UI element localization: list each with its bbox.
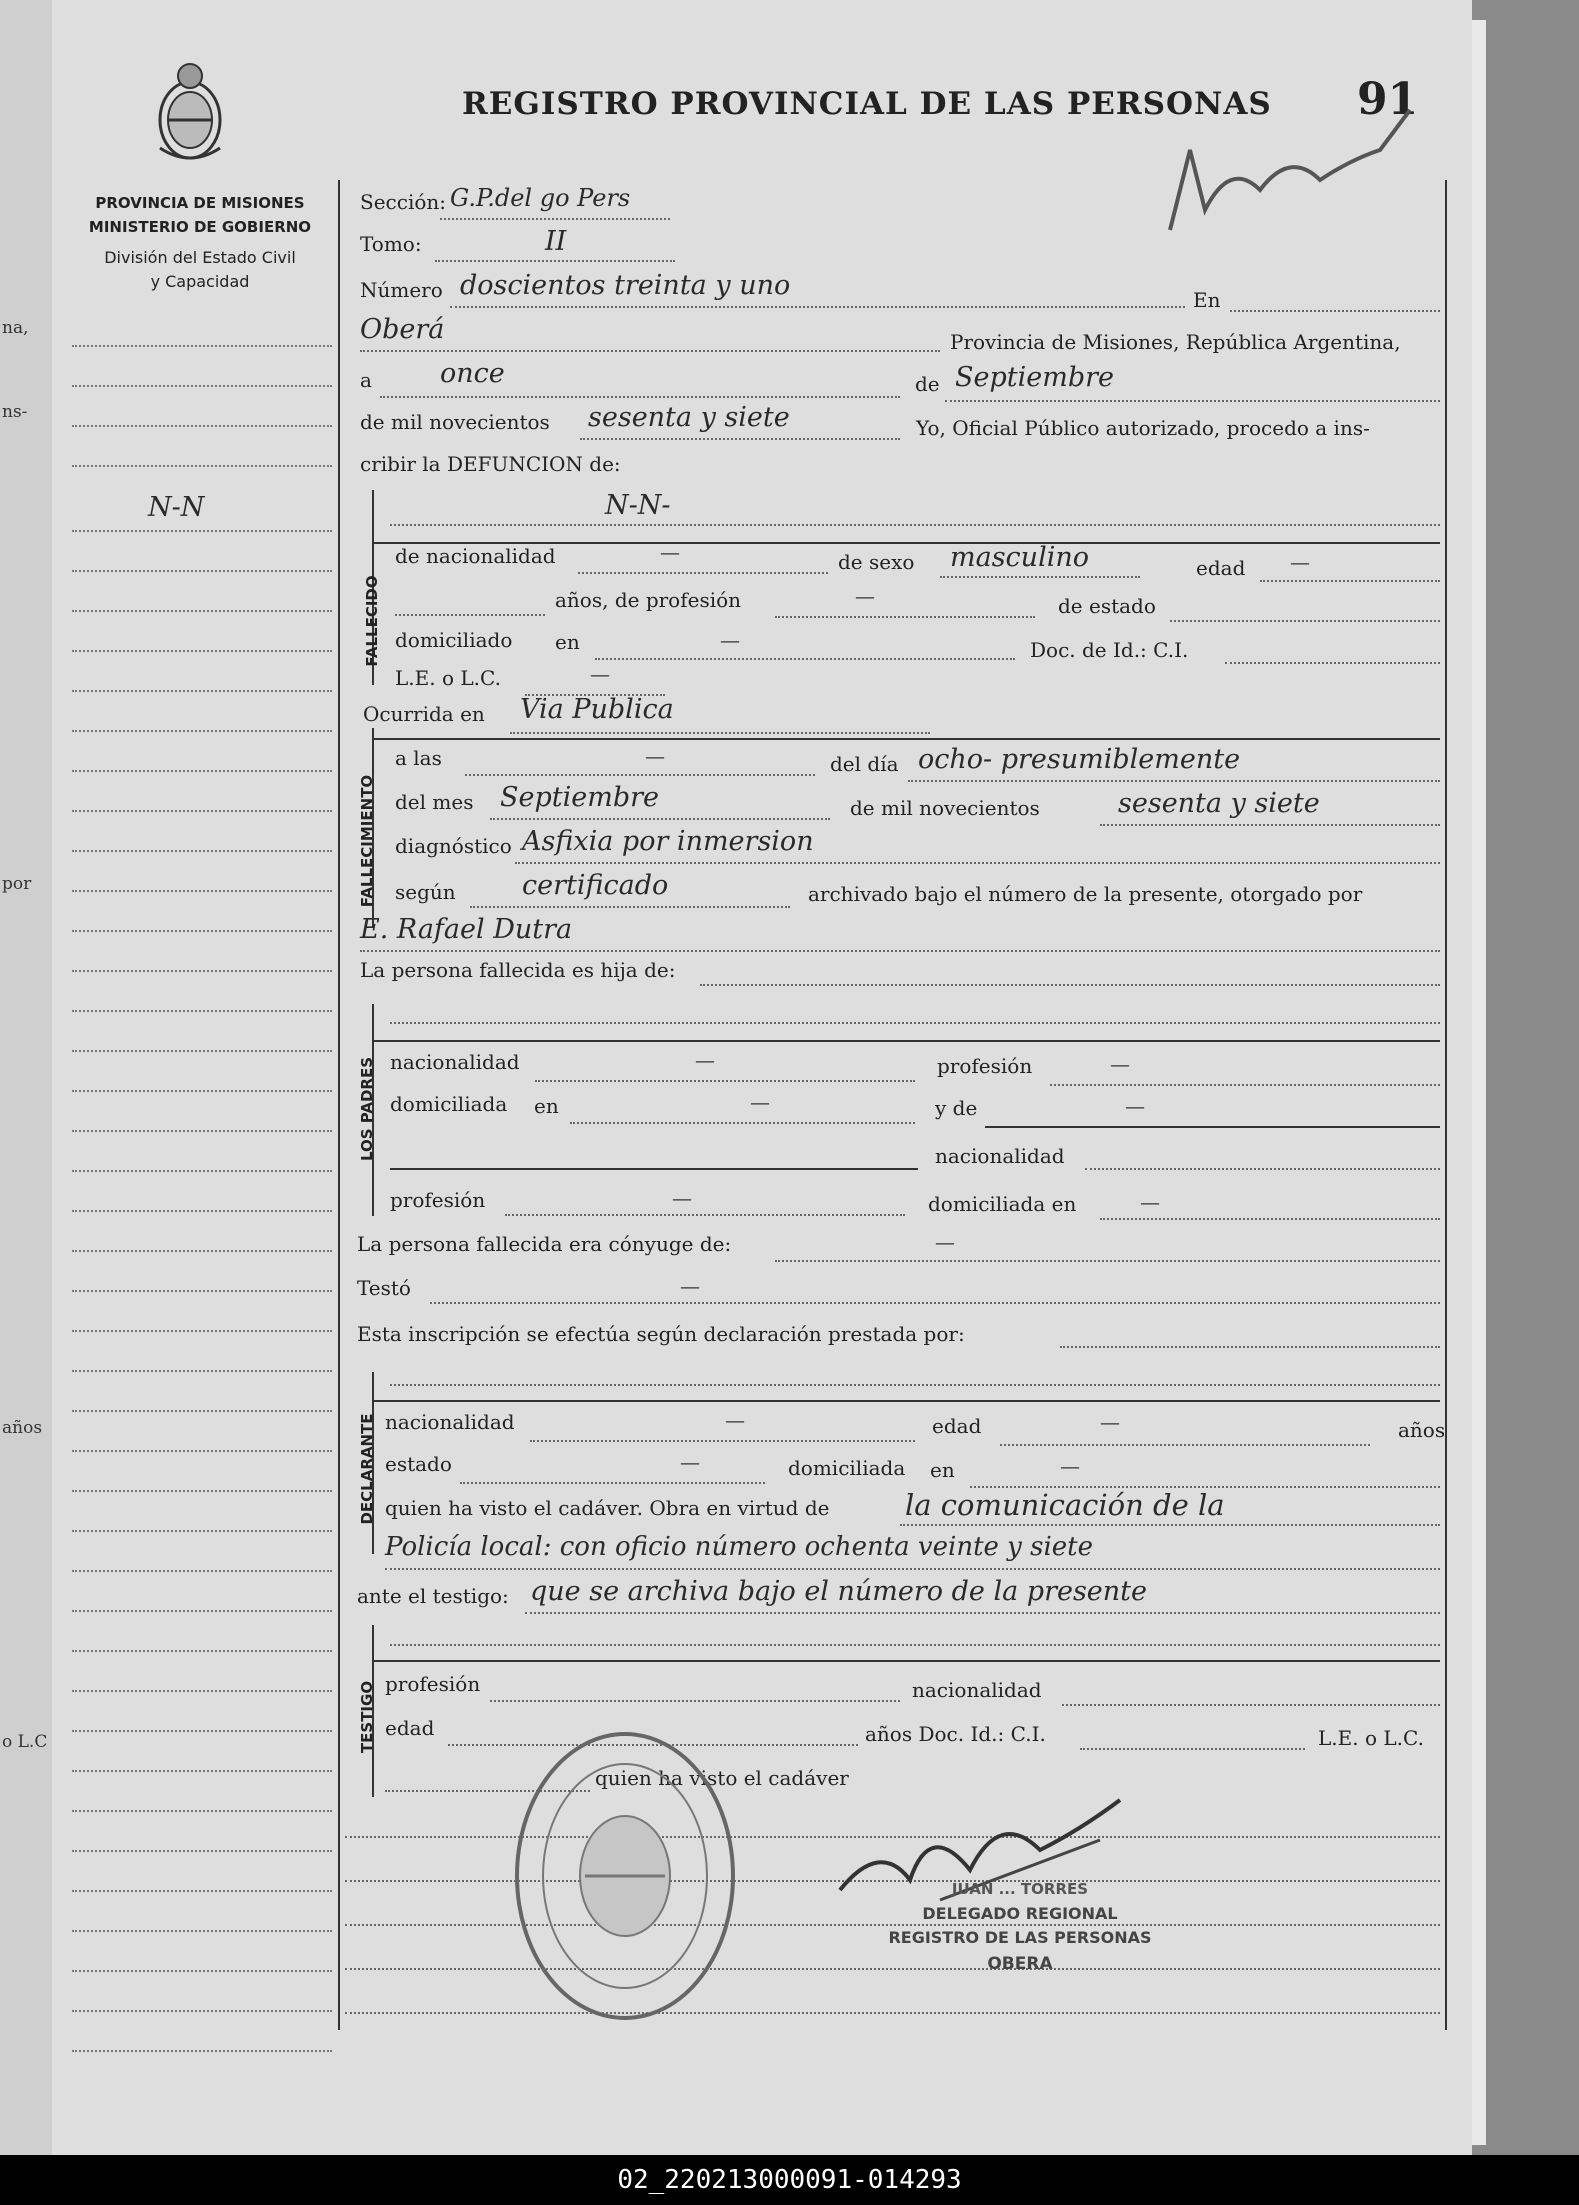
madre-value: — (1125, 1094, 1145, 1118)
binding-strip (0, 0, 54, 2155)
diagnostico-label: diagnóstico (395, 834, 512, 858)
hora-value: — (645, 744, 665, 768)
column-divider (338, 180, 340, 2030)
seccion-value: G.P.del go Pers (450, 184, 631, 212)
nacionalidad-value: — (660, 540, 680, 564)
edad-value: — (1290, 550, 1310, 574)
provincia-label: Provincia de Misiones, República Argentina, (950, 330, 1401, 354)
estado-label: de estado (1058, 594, 1156, 618)
right-border (1445, 180, 1447, 2030)
madre-dom-value: — (1140, 1190, 1160, 1214)
mes-fall-value: Septiembre (500, 782, 659, 813)
dia-fall-value: ocho- presumiblemente (918, 744, 1241, 775)
otorgado-value: E. Rafael Dutra (360, 914, 573, 945)
ocurrida-value: Via Publica (520, 694, 674, 725)
padre-dom-label: domiciliada (390, 1092, 508, 1116)
coat-of-arms-icon (150, 58, 230, 168)
t-quien-label: quien ha visto el cadáver (595, 1766, 849, 1790)
province-name: PROVINCIA DE MISIONES (95, 194, 305, 212)
stamp-line-3: OBERA (987, 1954, 1053, 1974)
obra-value-1: la comunicación de la (905, 1488, 1225, 1522)
division-name: División del Estado Civil (104, 248, 296, 267)
le-lc-label: L.E. o L.C. (395, 666, 501, 690)
tomo-value: II (545, 226, 567, 257)
stamp-signer: JUAN ... TORRES (951, 1880, 1089, 1898)
en-domicilio-label: en (555, 630, 580, 654)
segun-label: según (395, 880, 456, 904)
inscripcion-label: Esta inscripción se efectúa según declaración prestada por: (357, 1322, 965, 1346)
profesion-value: — (855, 584, 875, 608)
numero-value: doscientos treinta y uno (460, 270, 791, 301)
t-nacionalidad-label: nacionalidad (912, 1678, 1042, 1702)
del-mes-label: del mes (395, 790, 474, 814)
conyuge-label: La persona fallecida era cónyuge de: (357, 1232, 732, 1256)
d-estado-label: estado (385, 1452, 452, 1476)
t-anos-label: años Doc. Id.: C.I. (865, 1722, 1046, 1746)
testo-value: — (680, 1274, 700, 1298)
archivado-label: archivado bajo el número de la presente, otorgado por (808, 882, 1363, 906)
segun-value: certificado (522, 870, 669, 901)
diagnostico-value: Asfixia por inmersion (522, 826, 814, 857)
y-de-label: y de (935, 1096, 978, 1120)
d-dom-value: — (1060, 1454, 1080, 1478)
anos-profesion-label: años, de profesión (555, 588, 742, 612)
signature-scribble-icon (1160, 90, 1420, 240)
conyuge-value: — (935, 1230, 955, 1254)
fallecido-section-label: FALLECIDO (363, 575, 381, 667)
padre-prof-label: profesión (937, 1054, 1033, 1078)
a-label: a (360, 368, 372, 392)
ante-testigo-label: ante el testigo: (357, 1584, 509, 1608)
madre-nac-label: nacionalidad (935, 1144, 1065, 1168)
ministry-name: MINISTERIO DE GOBIERNO (88, 218, 312, 236)
hija-de-label: La persona fallecida es hija de: (360, 958, 676, 982)
yo-oficial-label: Yo, Oficial Público autorizado, procedo a ins- (916, 416, 1370, 440)
obra-value-2: Policía local: con oficio número ochenta veinte y siete (385, 1532, 1094, 1562)
sexo-label: de sexo (838, 550, 915, 574)
margin-fragment: ns- (2, 402, 28, 422)
t-profesion-label: profesión (385, 1672, 481, 1696)
page-title: REGISTRO PROVINCIAL DE LAS PERSONAS (462, 86, 1272, 122)
testo-label: Testó (357, 1276, 411, 1300)
tomo-label: Tomo: (360, 232, 422, 256)
official-seal-icon (510, 1726, 740, 2026)
domicilio-value: — (720, 628, 740, 652)
ocurrida-label: Ocurrida en (363, 702, 485, 726)
numero-label: Número (360, 278, 443, 302)
madre-prof-value: — (672, 1186, 692, 1210)
padre-prof-value: — (1110, 1052, 1130, 1076)
anio-fall-value: sesenta y siete (1118, 788, 1320, 819)
margin-fragment: na, (2, 318, 29, 338)
mes-value: Septiembre (955, 362, 1114, 393)
declarante-section-label: DECLARANTE (358, 1413, 376, 1525)
d-edad-value: — (1100, 1410, 1120, 1434)
padre-dom-en-label: en (534, 1094, 559, 1118)
margin-fragment: por (2, 874, 32, 894)
d-edad-label: edad (932, 1414, 982, 1438)
del-dia-label: del día (830, 752, 899, 776)
edad-label: edad (1196, 556, 1246, 580)
anio-value: sesenta y siete (588, 402, 790, 433)
en-label: En (1193, 288, 1221, 312)
d-en-label: en (930, 1458, 955, 1482)
lugar-value: Oberá (360, 314, 445, 345)
nombre-value: N-N- (605, 490, 671, 521)
margin-fragment: años (2, 1418, 43, 1438)
padre-dom-value: — (750, 1090, 770, 1114)
d-nac-label: nacionalidad (385, 1410, 515, 1434)
stamp-line-1: DELEGADO REGIONAL (922, 1904, 1118, 1923)
t-edad-label: edad (385, 1716, 435, 1740)
dia-value: once (440, 358, 505, 389)
cribir-label: cribir la DEFUNCION de: (360, 452, 621, 476)
d-nac-value: — (725, 1408, 745, 1432)
scan-id-footer: 02_220213000091-014293 (0, 2155, 1579, 2205)
seccion-label: Sección: (360, 190, 446, 214)
register-sheet (52, 0, 1472, 2155)
madre-prof-label: profesión (390, 1188, 486, 1212)
de-mil-fall-label: de mil novecientos (850, 796, 1040, 820)
le-lc-value: — (590, 662, 610, 686)
fallecimiento-section-label: FALLECIMIENTO (358, 774, 376, 908)
madre-dom-label: domiciliada en (928, 1192, 1077, 1216)
ante-testigo-value: que se archiva bajo el número de la presente (530, 1576, 1148, 1607)
de-label: de (915, 372, 940, 396)
d-estado-value: — (680, 1450, 700, 1474)
sexo-value: masculino (950, 542, 1089, 573)
division-name-2: y Capacidad (150, 272, 250, 291)
d-anos-label: años (1398, 1418, 1446, 1442)
margin-note: N-N (148, 492, 205, 523)
quien-visto-label: quien ha visto el cadáver. Obra en virtud de (385, 1496, 830, 1520)
padre-nac-label: nacionalidad (390, 1050, 520, 1074)
page-number: 91 (1357, 74, 1419, 125)
padre-nac-value: — (695, 1048, 715, 1072)
nacionalidad-label: de nacionalidad (395, 544, 556, 568)
testigo-section-label: TESTIGO (358, 1680, 376, 1754)
margin-fragment: o L.C (2, 1732, 48, 1752)
stamp-line-2: REGISTRO DE LAS PERSONAS (888, 1928, 1152, 1947)
padres-section-label: LOS PADRES (358, 1056, 376, 1162)
d-dom-label: domiciliada (788, 1456, 906, 1480)
doc-id-label: Doc. de Id.: C.I. (1030, 638, 1189, 662)
domiciliado-label: domiciliado (395, 628, 513, 652)
a-las-label: a las (395, 746, 442, 770)
t-le-lc-label: L.E. o L.C. (1318, 1726, 1424, 1750)
de-mil-label: de mil novecientos (360, 410, 550, 434)
